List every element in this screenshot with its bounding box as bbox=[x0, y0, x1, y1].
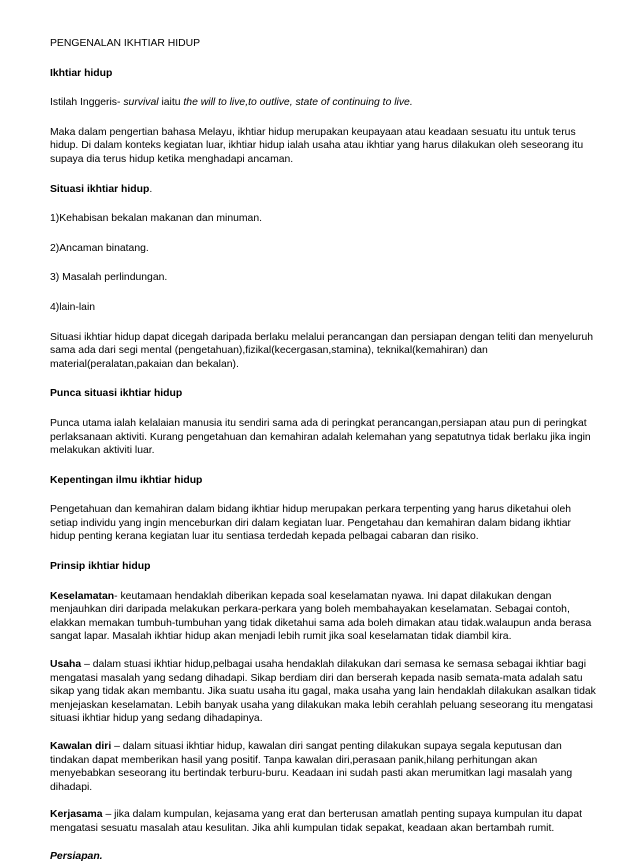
list-item: 2)Ancaman binatang. bbox=[50, 242, 149, 254]
heading-punca: Punca situasi ikhtiar hidup bbox=[50, 388, 183, 400]
text-kawalan-diri: – dalam situasi ikhtiar hidup, kawalan diri sangat penting dilakukan supaya segala keputusan dan tindakan dapat memberikan hasil yang positif. Tanpa kawalan diri,perasaan panik,hilang perhitungan akan menyebabkan seseorang itu bertindak terburu-buru. Keadaan ini sudah pasti akan merumitkan lagi masalah yang dihadapi. bbox=[50, 741, 573, 793]
document-title: PENGENALAN IKHTIAR HIDUP bbox=[50, 38, 201, 49]
heading-situasi-text: Situasi ikhtiar hidup bbox=[50, 183, 150, 195]
heading-persiapan: Persiapan. bbox=[50, 850, 103, 862]
istilah-term: survival bbox=[123, 97, 159, 109]
text-keselamatan: - keutamaan hendaklah diberikan kepada soal keselamatan nyawa. Ini dapat dilakukan dengan menjauhkan diri daripada melakukan perkara-perkara yang boleh membahayakan keselamatan. Sebagai contoh, elakkan memakan tumbuh-tumbuhan yang tidak diketahui sama ada boleh dimakan atau tidak.walaupun anda berasa sangat lapar. Masalah ikhtiar hidup akan menjadi lebih rumit jika soal keselamatan tidak diambil kira. bbox=[50, 590, 592, 643]
paragraph-usaha bbox=[50, 658, 598, 726]
heading-ikhtiar-hidup: Ikhtiar hidup bbox=[50, 67, 113, 79]
istilah-connector: iaitu bbox=[158, 97, 184, 109]
heading-situasi bbox=[50, 183, 598, 197]
istilah-definition: the will to live,to outlive, state of continuing to live. bbox=[183, 97, 413, 109]
term-usaha: Usaha bbox=[50, 659, 82, 671]
paragraph-punca: Punca utama ialah kelalaian manusia itu sendiri sama ada di peringkat perancangan,persiapan atau pun di peringkat perlaksanaan aktiviti. Kurang pengetahuan dan kemahiran adalah kelemahan yang sepatutnya tidak berlaku jika ingin melakukan aktiviti luar. bbox=[50, 417, 591, 457]
paragraph-keselamatan bbox=[50, 590, 598, 644]
term-kerjasama: Kerjasama bbox=[50, 809, 103, 821]
text-kerjasama: – jika dalam kumpulan, kejasama yang erat dan berterusan amatlah penting supaya kumpulan itu dapat mengatasi sesuatu masalah atau kesulitan. Jika ahli kumpulan tidak sepakat, keadaan akan bertambah rumit. bbox=[50, 809, 582, 834]
term-kawalan-diri: Kawalan diri bbox=[50, 741, 112, 752]
paragraph-kepentingan: Pengetahuan dan kemahiran dalam bidang ikhtiar hidup merupakan perkara terpenting yang harus diketahui oleh setiap individu yang ingin menceburkan diri dalam kegiatan luar. Pengetahau dan kemahiran dalam bidang ikhtiar hidup penting kerana kegiatan luar itu sentiasa terdedah kepada pelbagai cabaran dan risiko. bbox=[50, 504, 572, 543]
heading-situasi-period: . bbox=[149, 183, 153, 195]
paragraph-situasi: Situasi ikhtiar hidup dapat dicegah daripada berlaku melalui perancangan dan persiapan dengan teliti dan menyeluruh sama ada dari segi mental (pengetahuan),fizikal(kecergasan,stamina), teknikal(kemahiran) dan material(peralatan,pakaian dan bekalan). bbox=[50, 331, 593, 370]
paragraph-kerjasama bbox=[50, 808, 598, 835]
term-keselamatan: Keselamatan bbox=[50, 590, 115, 602]
list-item: 4)lain-lain bbox=[50, 301, 96, 313]
document-page bbox=[50, 37, 598, 863]
paragraph-istilah bbox=[50, 96, 598, 110]
paragraph-kawalan-diri bbox=[50, 740, 598, 794]
istilah-prefix: Istilah Inggeris- bbox=[50, 97, 124, 109]
text-usaha: – dalam stuasi ikhtiar hidup,pelbagai usaha hendaklah dilakukan dari semasa ke semasa sebagai ikhtiar bagi mengatasi masalah yang sedang dihadapi. Sikap berdiam diri dan berserah kepada nasib semata-mata adalah satu sikap yang tidak akan membantu. Jika suatu usaha itu gagal, maka usaha yang lain hendaklah dilakukan asalkan tidak menjejaskan keselamatan. Lebih banyak usaha yang dilakukan maka lebih cerahlah peluang seseorang itu mengatasi situasi ikhtiar hidup yang sedang dihadapinya. bbox=[50, 659, 596, 725]
paragraph-maka: Maka dalam pengertian bahasa Melayu, ikhtiar hidup merupakan keupayaan atau keadaan sesuatu itu untuk terus hidup. Di dalam konteks kegiatan luar, ikhtiar hidup ialah usaha atau ikhtiar yang harus dilakukan oleh seseorang itu supaya dia terus hidup ketika menghadapi ancaman. bbox=[50, 126, 584, 165]
list-item: 3) Masalah perlindungan. bbox=[50, 272, 168, 284]
heading-prinsip: Prinsip ikhtiar hidup bbox=[50, 561, 151, 573]
list-item: 1)Kehabisan bekalan makanan dan minuman. bbox=[50, 213, 262, 225]
heading-kepentingan: Kepentingan ilmu ikhtiar hidup bbox=[50, 474, 203, 486]
